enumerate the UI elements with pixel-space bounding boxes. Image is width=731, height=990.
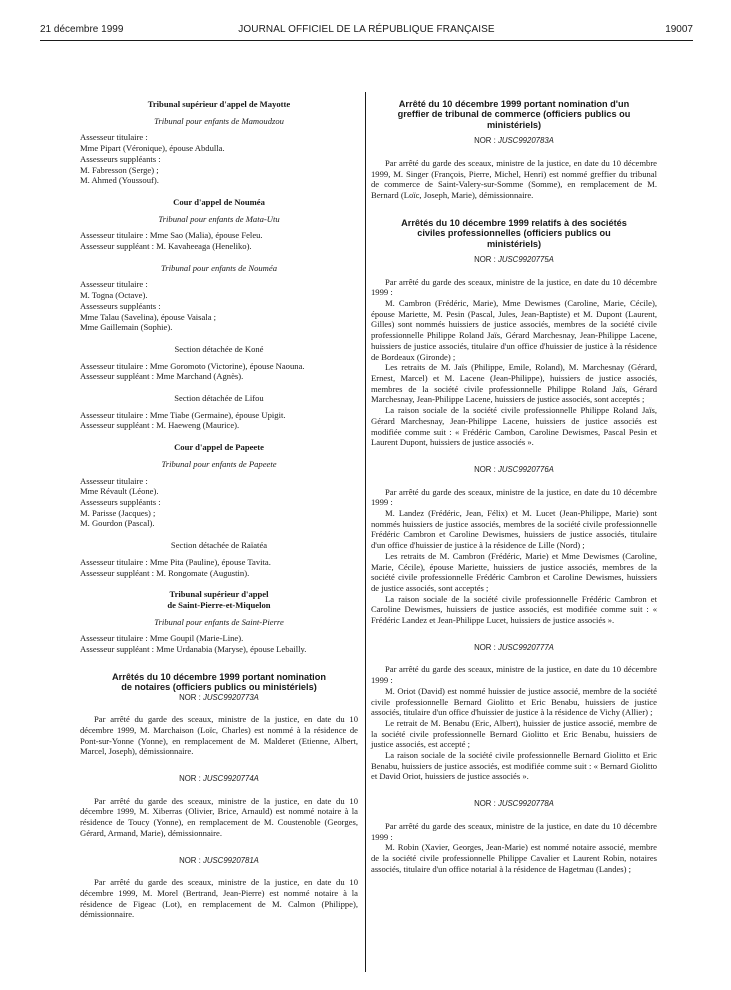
text-line: Assesseur titulaire : xyxy=(80,132,148,143)
decree-title: ministériels) xyxy=(486,238,542,249)
nor-reference: NOR : JUSC9920778A xyxy=(474,799,554,809)
text-line: M. Fabresson (Serge) ; xyxy=(80,164,159,175)
header-date: 21 décembre 1999 xyxy=(40,24,124,35)
text-line: Assesseur titulaire : Mme Pita (Pauline), épouse Tavita. xyxy=(80,556,271,567)
nor-reference: NOR : JUSC9920775A xyxy=(474,254,554,264)
decree-paragraph: Les retraits de M. Cambron (Frédéric, Marie) et Mme Dewismes (Caroline, Marie, Cécile), épouse Mariette, huissiers de justice associés, membres de la société civile professionnelle Frédéric Cambron et Caroline Dewismes, huissiers de justice associés, sont acceptés ; xyxy=(371,550,657,593)
text-line: Mme Révault (Léone). xyxy=(80,486,159,497)
page-number: 19007 xyxy=(665,24,693,35)
journal-title: JOURNAL OFFICIEL DE LA RÉPUBLIQUE FRANÇAISE xyxy=(238,24,495,35)
text-line: Assesseur titulaire : xyxy=(80,475,148,486)
section-subtitle: Tribunal pour enfants de Nouméa xyxy=(160,262,278,273)
text-line: Assesseur suppléant : Mme Urdanabia (Maryse), épouse Lebailly. xyxy=(80,644,307,655)
decree-paragraph: Par arrêté du garde des sceaux, ministre de la justice, en date du 10 décembre 1999, M. Singer (François, Pierre, Michel, Henri) est nommé greffier du tribunal de commerce de Saint-Valery-sur-Somme (Somme), en remplacement de M. Bernard (Loïc, Joseph, Marie), démissionnaire. xyxy=(371,157,657,201)
section-subtitle: Tribunal pour enfants de Mata-Utu xyxy=(158,213,280,224)
text-line: Assesseurs suppléants : xyxy=(80,496,161,507)
text-line: Assesseur titulaire : Mme Goromoto (Victorine), épouse Naouna. xyxy=(80,360,305,371)
text-line: Assesseur suppléant : M. Kavaheeaga (Heneliko). xyxy=(80,241,252,252)
text-line: Assesseur titulaire : xyxy=(80,279,148,290)
text-line: Assesseur titulaire : Mme Goupil (Marie-Line). xyxy=(80,633,244,644)
section-subtitle: Section détachée de Lifou xyxy=(174,393,264,404)
decree-paragraph: Par arrêté du garde des sceaux, ministre de la justice, en date du 10 décembre 1999, M. Morel (Bertrand, Jean-Pierre) est nommé notaire à la résidence de Figeac (Lot), en remplacement de M. Calmon (Philippe), démissionnaire. xyxy=(80,877,358,920)
text-line: M. Gourdon (Pascal). xyxy=(80,518,155,529)
section-title: Cour d'appel de Papeete xyxy=(174,442,264,453)
section-title: Tribunal supérieur d'appel de Mayotte xyxy=(147,99,291,109)
decree-title: civiles professionnelles (officiers publics ou xyxy=(417,228,611,239)
nor-reference: NOR : JUSC9920783A xyxy=(474,136,554,146)
text-line: Assesseurs suppléants : xyxy=(80,153,161,164)
section-subtitle: Section détachée de Koné xyxy=(174,343,264,354)
right-column xyxy=(371,99,657,874)
decree-paragraph: Le retrait de M. Benabu (Eric, Albert), huissier de justice associé, membre de la société civile professionnelle Bernard Giolitto et Eric Benabu, huissiers de justice associés, est accepté ; xyxy=(371,717,657,750)
text-line: Assesseurs suppléants : xyxy=(80,300,161,311)
section-subtitle: Tribunal pour enfants de Saint-Pierre xyxy=(154,616,284,627)
text-line: Assesseur titulaire : Mme Tiabe (Germaine), épouse Upigit. xyxy=(80,409,286,420)
decree-paragraph: Par arrêté du garde des sceaux, ministre de la justice, en date du 10 décembre 1999 : xyxy=(371,664,657,686)
decree-paragraph: Par arrêté du garde des sceaux, ministre de la justice, en date du 10 décembre 1999 : xyxy=(371,820,657,842)
decree-paragraph: Par arrêté du garde des sceaux, ministre de la justice, en date du 10 décembre 1999 : xyxy=(371,276,657,298)
decree-paragraph: La raison sociale de la société civile professionnelle Philippe Roland Jaïs, Gérard Marchesnay, Jean-Philippe Lacene, huissiers de justice associés est modifiée comme suit : « Frédéric Cambon, Caroline Dewismes, Pascal Pesin et Laurent Dupont, huissiers de justice associés ». xyxy=(371,405,657,448)
decree-paragraph: Les retraits de M. Jaïs (Philippe, Emile, Roland), M. Marchesnay (Gérard, Ernest, Marcel) et M. Lacene (Jean-Philippe), huissiers de justice associés, membres de la société civile professionnelle Philippe Roland Jaïs, Gérard Marchesnay, Jean-Philippe Lacene, huissiers de justice associés, sont acceptés ; xyxy=(371,362,657,405)
nor-reference: NOR : JUSC9920773A xyxy=(179,692,259,702)
text-line: Assesseur titulaire : Mme Sao (Malia), épouse Feleu. xyxy=(80,230,263,241)
decree-paragraph: La raison sociale de la société civile professionnelle Bernard Giolitto et Eric Benabu, huissiers de justice associés, est modifiée comme suit : « Bernard Giolitto et David Oriot, huissiers de justice associés ». xyxy=(371,750,657,782)
text-line: Assesseur suppléant : M. Haeweng (Maurice). xyxy=(80,420,240,431)
decree-paragraph: M. Robin (Xavier, Georges, Jean-Marie) est nommé notaire associé, membre de la société civile professionnelle Philippe Cavalier et Laurent Robin, notaires associés, titulaire d'un office notarial à la résidence de Hagetmau (Landes) ; xyxy=(371,842,657,874)
text-line: M. Ahmed (Youssouf). xyxy=(80,175,159,186)
text-line: Mme Gaillemain (Sophie). xyxy=(80,322,173,333)
section-subtitle: Section détachée de Raïatéa xyxy=(170,540,268,551)
text-line: Assesseur suppléant : M. Rongomate (Augustin). xyxy=(80,567,250,578)
decree-title: greffier de tribunal de commerce (officiers publics ou xyxy=(397,109,631,120)
decree-title: Arrêté du 10 décembre 1999 portant nomination d'un xyxy=(398,99,630,109)
text-line: M. Togna (Octave). xyxy=(80,290,148,301)
section-subtitle: Tribunal pour enfants de Mamoudzou xyxy=(154,115,284,126)
decree-title: Arrêtés du 10 décembre 1999 relatifs à des sociétés xyxy=(401,217,627,228)
decree-paragraph: Par arrêté du garde des sceaux, ministre de la justice, en date du 10 décembre 1999, M. Xiberras (Olivier, Brice, Arnauld) est nommé notaire à la résidence de Toucy (Yonne), en remplacement de M. Coustenoble (Georges, Gérard, Armand, Marie), démissionnaire. xyxy=(80,795,358,838)
header-rule xyxy=(40,40,693,41)
decree-title: de notaires (officiers publics ou ministériels) xyxy=(121,682,317,693)
text-line: Mme Talau (Savelina), épouse Vaisala ; xyxy=(80,311,217,322)
nor-reference: NOR : JUSC9920774A xyxy=(179,774,259,784)
section-title: Tribunal supérieur d'appel xyxy=(169,589,269,600)
decree-paragraph: Par arrêté du garde des sceaux, ministre de la justice, en date du 10 décembre 1999, M. Marchaison (Loïc, Charles) est nommé à la résidence de Pont-sur-Yonne (Yonne), en remplacement de M. Malderet (Etienne, Albert, Marcel, Joseph), démissionnaire. xyxy=(80,714,358,757)
nor-reference: NOR : JUSC9920781A xyxy=(179,855,259,865)
decree-paragraph: La raison sociale de la société civile professionnelle Frédéric Cambron et Caroline Dewismes, huissiers de justice associés, est modifiée comme suit : « Frédéric Landez et Jean-Philippe Lucet, huissiers de justice associés ». xyxy=(371,593,657,626)
decree-title: Arrêtés du 10 décembre 1999 portant nomination xyxy=(112,671,326,682)
text-line: M. Parisse (Jacques) ; xyxy=(80,507,156,518)
section-subtitle: Tribunal pour enfants de Papeete xyxy=(161,458,277,469)
decree-paragraph: Par arrêté du garde des sceaux, ministre de la justice, en date du 10 décembre 1999 : xyxy=(371,486,657,508)
text-line: Mme Pipart (Véronique), épouse Abdulla. xyxy=(80,143,225,154)
section-title: de Saint-Pierre-et-Miquelon xyxy=(167,599,271,610)
column-divider xyxy=(365,92,366,972)
section-title: Cour d'appel de Nouméa xyxy=(173,196,265,207)
text-line: Assesseur suppléant : Mme Marchand (Agnès). xyxy=(80,371,244,382)
left-column xyxy=(80,99,358,920)
decree-paragraph: M. Cambron (Frédéric, Marie), Mme Dewismes (Caroline, Marie, Cécile), épouse Mariette, M. Pesin (Pascal, Jules, Jean-Baptiste) et M. Dupont (Laurent, Gilles) sont nommés huissiers de justice associés, membres de la société civile professionnelle Philippe Roland Jaïs, Gérard Marchesnay, Jean-Philippe Lacene, huissiers de justice associés, titulaire d'un office d'huissier de justice à la résidence de Bordeaux (Gironde) ; xyxy=(371,298,657,362)
decree-paragraph: M. Landez (Frédéric, Jean, Félix) et M. Lucet (Jean-Philippe, Marie) sont nommés huissiers de justice associés, membres de la société civile professionnelle Frédéric Cambron et Caroline Dewismes, huissiers de justice associés, titulaire d'un office d'huissier de justice à la résidence de Lille (Nord) ; xyxy=(371,508,657,551)
nor-reference: NOR : JUSC9920777A xyxy=(474,642,554,652)
decree-title: ministériels) xyxy=(486,119,542,130)
nor-reference: NOR : JUSC9920776A xyxy=(474,464,554,474)
decree-paragraph: M. Oriot (David) est nommé huissier de justice associé, membre de la société civile professionnelle Bernard Giolitto et Eric Benabu, huissiers de justice associés, titulaire d'un office d'huissier de justice à la résidence de Vichy (Allier) ; xyxy=(371,685,657,718)
